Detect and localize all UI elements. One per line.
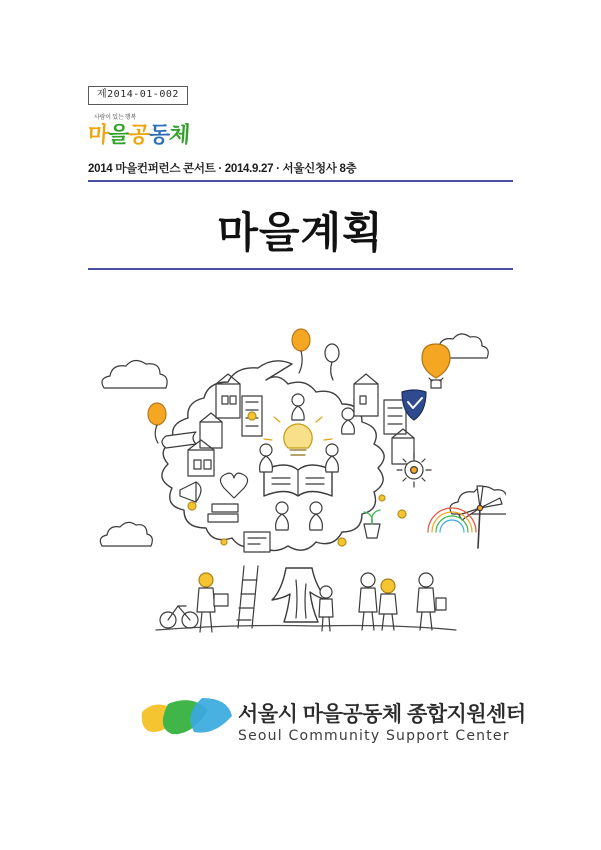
maeul-community-logo — [88, 112, 208, 148]
brand-tagline: 사람이 있는 행복 — [94, 115, 137, 121]
footer-logo-korean-name: 서울시 마을공동체 종합지원센터 — [238, 703, 526, 726]
brand-wordmark: 마을공동체 — [87, 122, 191, 147]
page-title: 마을계획 — [217, 209, 384, 256]
divider-bottom — [88, 268, 513, 270]
seoul-community-support-center-mark — [138, 696, 234, 752]
divider-top — [88, 180, 513, 182]
footer-logo — [0, 690, 601, 770]
community-tree-illustration — [96, 318, 506, 648]
footer-logo-english-name: Seoul Community Support Center — [238, 728, 510, 744]
event-info-line: 2014 마을컨퍼런스 콘서트 · 2014.9.27 · 서울신청사 8층 — [88, 163, 357, 175]
document-number: 제2014-01-002 — [88, 86, 188, 105]
